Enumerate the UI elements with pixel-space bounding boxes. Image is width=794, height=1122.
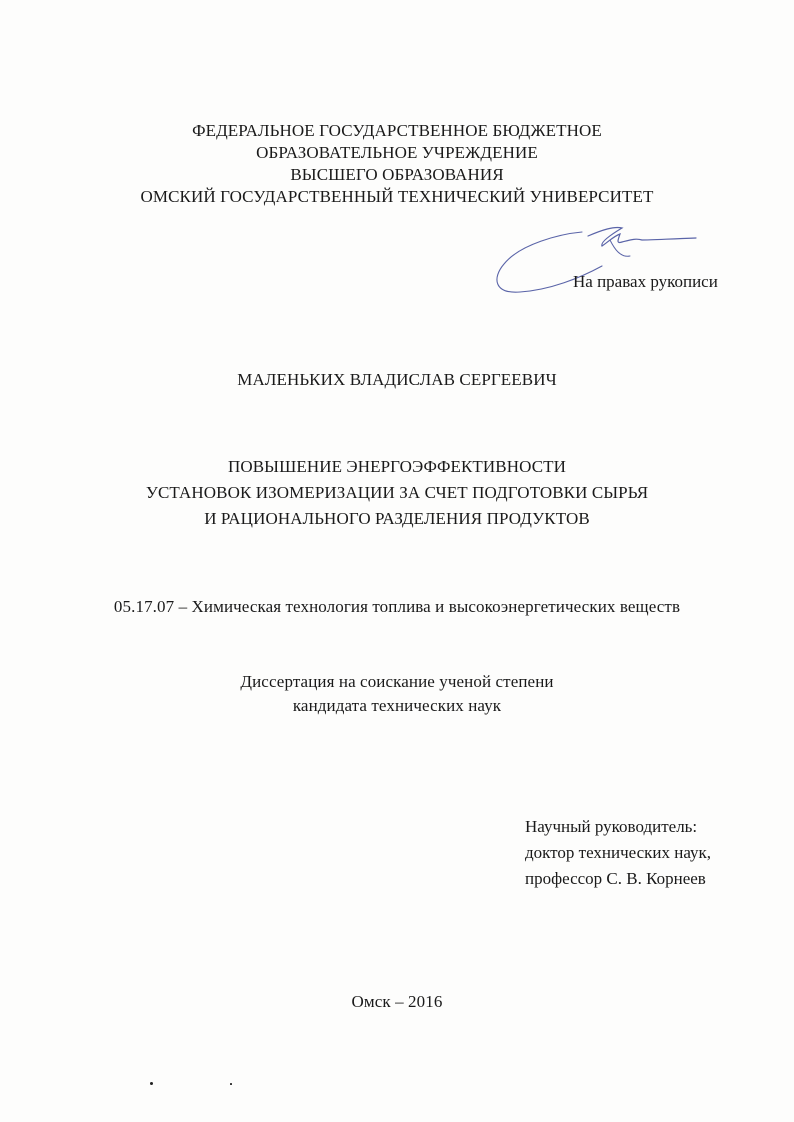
- organization-line-2: ОБРАЗОВАТЕЛЬНОЕ УЧРЕЖДЕНИЕ: [256, 143, 538, 162]
- supervisor-line-3: профессор С. В. Корнеев: [525, 869, 706, 888]
- scan-speck: [150, 1082, 153, 1085]
- city-year: Омск – 2016: [351, 992, 443, 1011]
- author-name: МАЛЕНЬКИХ ВЛАДИСЛАВ СЕРГЕЕВИЧ: [237, 370, 557, 389]
- degree-line-1: Диссертация на соискание ученой степени: [240, 672, 554, 691]
- degree-line-2: кандидата технических наук: [292, 696, 502, 715]
- title-line-1: ПОВЫШЕНИЕ ЭНЕРГОЭФФЕКТИВНОСТИ: [227, 457, 566, 476]
- title-line-2: УСТАНОВОК ИЗОМЕРИЗАЦИИ ЗА СЧЕТ ПОДГОТОВКИ СЫРЬЯ: [145, 483, 649, 502]
- organization-line-4: ОМСКИЙ ГОСУДАРСТВЕННЫЙ ТЕХНИЧЕСКИЙ УНИВЕРСИТЕТ: [140, 187, 654, 206]
- supervisor-line-1: Научный руководитель:: [525, 817, 698, 836]
- manuscript-note: На правах рукописи: [573, 272, 718, 291]
- specialty: 05.17.07 – Химическая технология топлива и высокоэнергетических веществ: [113, 597, 681, 616]
- scan-speck: [230, 1083, 232, 1085]
- organization-line-1: ФЕДЕРАЛЬНОЕ ГОСУДАРСТВЕННОЕ БЮДЖЕТНОЕ: [192, 121, 602, 140]
- title-line-3: И РАЦИОНАЛЬНОГО РАЗДЕЛЕНИЯ ПРОДУКТОВ: [204, 509, 590, 528]
- organization-line-3: ВЫСШЕГО ОБРАЗОВАНИЯ: [290, 165, 504, 184]
- supervisor-line-2: доктор технических наук,: [525, 843, 712, 862]
